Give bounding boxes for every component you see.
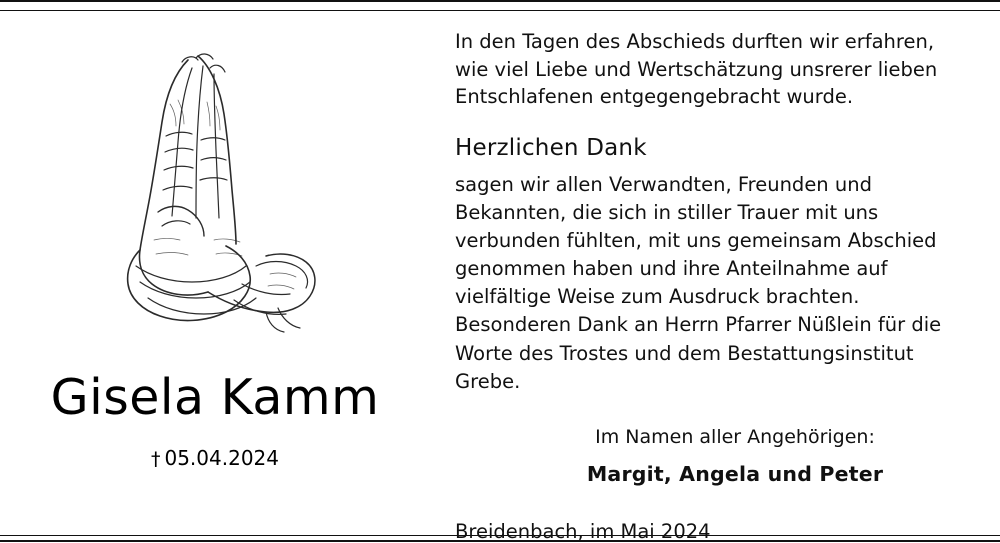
thanks-heading: Herzlichen Dank <box>455 135 647 162</box>
cross-icon: † <box>150 448 161 470</box>
relatives-names: Margit, Angela und Peter <box>586 461 884 486</box>
praying-hands-illustration <box>70 44 340 334</box>
death-date-line <box>0 446 430 470</box>
thanks-body: sagen wir allen Verwandten, Freunden und Bekannten, die sich in stiller Trauer mit uns verbunden fühlten, mit uns gemeinsam Abschied genommen haben und ihre Anteilnahme auf vielfältige Weise zum Ausdruck brachten. Besonderen Dank an Herrn Pfarrer Nüßlein für die Worte des Trostes und dem Bestattungsinstitut Grebe. <box>455 173 942 393</box>
signoff-block <box>455 426 955 486</box>
intro-paragraph: In den Tagen des Abschieds durften wir erfahren, wie viel Liebe und Wertschätzung unsrerer lieben Entschlafenen entgegengebracht wurde. <box>455 30 938 109</box>
left-column <box>0 14 430 532</box>
death-date: 05.04.2024 <box>164 446 279 470</box>
place-and-date: Breidenbach, im Mai 2024 <box>455 519 711 543</box>
deceased-name: Gisela Kamm <box>50 369 380 426</box>
right-column <box>455 28 955 543</box>
in-name-of-line: Im Namen aller Angehörigen: <box>595 425 875 448</box>
